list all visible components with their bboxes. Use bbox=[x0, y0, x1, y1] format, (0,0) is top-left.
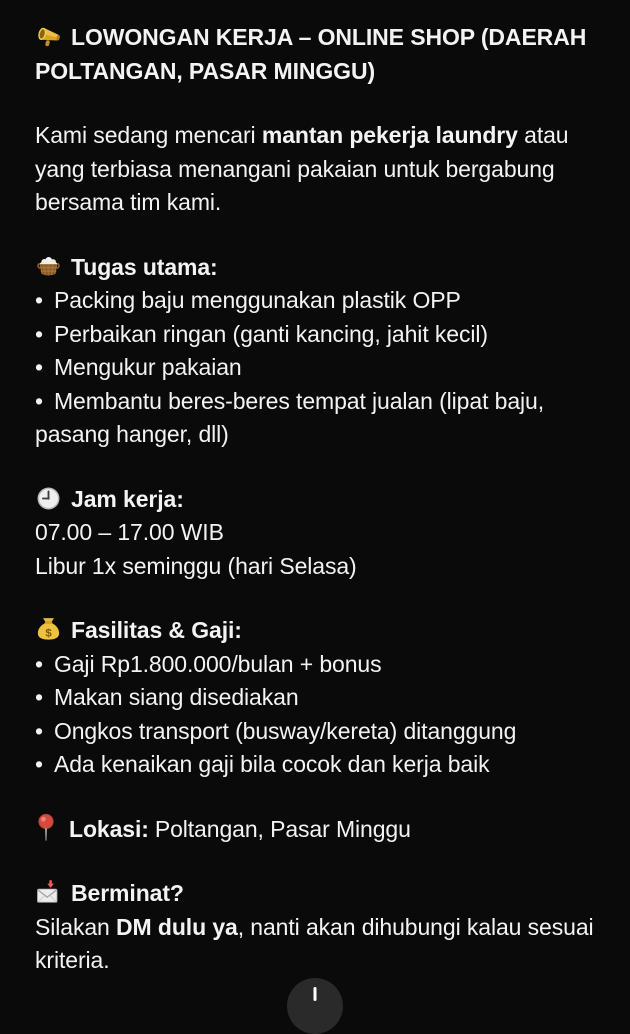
benefit-item-text: Ada kenaikan gaji bila cocok dan kerja baik bbox=[53, 751, 490, 777]
intro-highlight: mantan pekerja laundry bbox=[261, 122, 518, 148]
laundry-basket-icon bbox=[35, 253, 62, 280]
tasks-heading-text: Tugas utama: bbox=[71, 253, 218, 280]
hours-line: 07.00 – 17.00 WIB bbox=[35, 519, 224, 545]
incoming-envelope-icon bbox=[35, 879, 62, 906]
contact-highlight: DM dulu ya bbox=[116, 913, 238, 940]
hours-heading bbox=[35, 483, 595, 517]
scroll-down-icon bbox=[314, 987, 317, 1001]
benefit-item-text: Gaji Rp1.800.000/bulan + bonus bbox=[53, 650, 382, 677]
bullet: • bbox=[35, 751, 43, 777]
benefits-heading bbox=[35, 614, 595, 648]
benefit-item bbox=[35, 681, 595, 715]
intro-paragraph bbox=[35, 119, 595, 220]
contact-heading-text: Berminat? bbox=[71, 880, 184, 906]
bullet: • bbox=[35, 320, 43, 347]
hours-heading-text: Jam kerja: bbox=[71, 485, 184, 512]
clock-icon bbox=[35, 485, 62, 512]
task-item-text: Packing baju menggunakan plastik OPP bbox=[53, 287, 461, 313]
task-item-text: Mengukur pakaian bbox=[53, 354, 242, 380]
task-item bbox=[35, 284, 595, 318]
section-benefits bbox=[35, 614, 595, 782]
location-value: Poltangan, Pasar Minggu bbox=[154, 815, 411, 842]
benefit-item bbox=[35, 748, 595, 782]
task-item-text: Membantu beres-beres tempat jualan (lipat baju, pasang hanger, dll) bbox=[35, 387, 545, 447]
task-item-text: Perbaikan ringan (ganti kancing, jahit kecil) bbox=[53, 320, 488, 347]
megaphone-icon bbox=[35, 23, 62, 50]
bullet: • bbox=[35, 717, 43, 744]
scroll-down-button[interactable] bbox=[287, 978, 343, 1034]
tasks-heading bbox=[35, 251, 595, 285]
pushpin-icon bbox=[35, 813, 57, 843]
contact-text-before: Silakan bbox=[35, 913, 117, 940]
bullet: • bbox=[35, 387, 43, 414]
intro-text-after: atau yang terbiasa menangani pakaian untuk bergabung bersama tim kami. bbox=[35, 122, 569, 215]
benefit-item-text: Ongkos transport (busway/kereta) ditanggung bbox=[53, 717, 517, 744]
task-item bbox=[35, 385, 595, 452]
bullet: • bbox=[35, 684, 43, 710]
post-title-text: LOWONGAN KERJA – ONLINE SHOP (DAERAH POLTANGAN, PASAR MINGGU) bbox=[35, 24, 587, 84]
location-line bbox=[35, 813, 595, 847]
section-tasks bbox=[35, 251, 595, 452]
contact-heading bbox=[35, 877, 595, 911]
contact-paragraph bbox=[35, 911, 595, 978]
money-bag-icon bbox=[35, 616, 62, 643]
section-hours bbox=[35, 483, 595, 584]
location-label: Lokasi: bbox=[69, 815, 149, 842]
task-item bbox=[35, 318, 595, 352]
post-title bbox=[35, 21, 595, 88]
task-item bbox=[35, 351, 595, 385]
bullet: • bbox=[35, 650, 43, 677]
benefit-item-text: Makan siang disediakan bbox=[53, 684, 299, 710]
hours-line: Libur 1x seminggu (hari Selasa) bbox=[35, 552, 357, 579]
benefit-item bbox=[35, 648, 595, 682]
bullet: • bbox=[35, 354, 43, 380]
svg-text:$: $ bbox=[45, 627, 52, 640]
benefit-item bbox=[35, 715, 595, 749]
contact-text-after: , nanti akan dihubungi kalau sesuai kriteria. bbox=[35, 913, 594, 973]
intro-text-before: Kami sedang mencari bbox=[35, 122, 262, 148]
bullet: • bbox=[35, 287, 43, 313]
section-contact bbox=[35, 877, 595, 978]
benefits-heading-text: Fasilitas & Gaji: bbox=[71, 617, 242, 643]
